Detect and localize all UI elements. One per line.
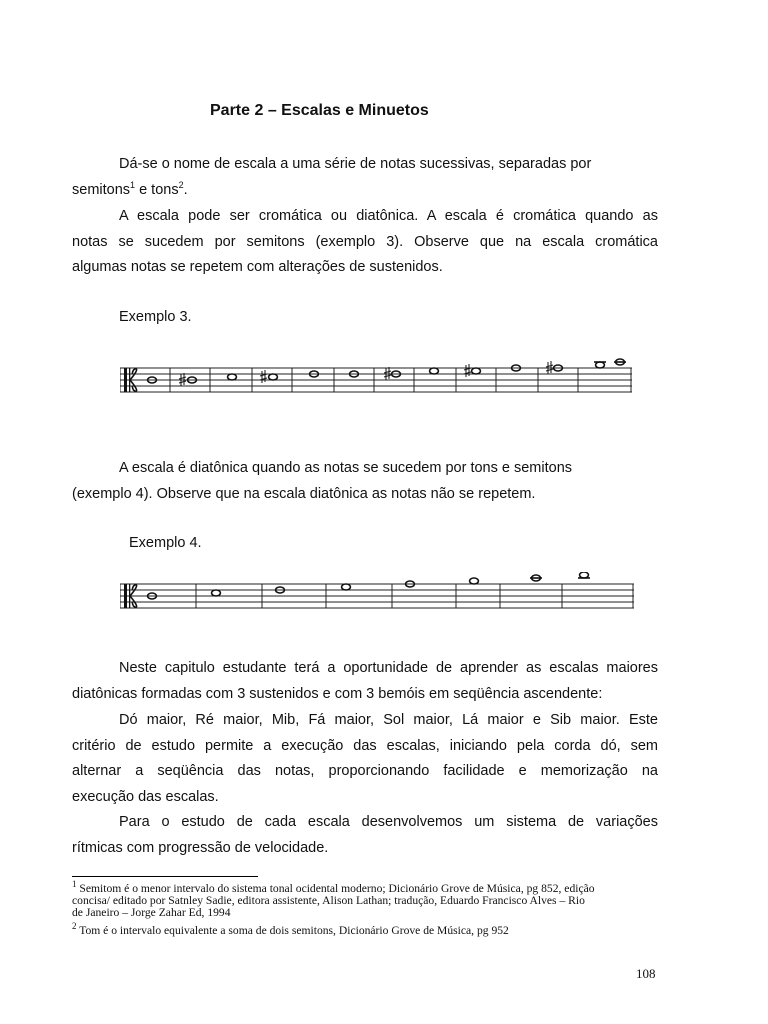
footnote-ref-1: 1 xyxy=(130,179,136,190)
text-line: Neste capitulo estudante terá a oportunidade de aprender as escalas maiores xyxy=(119,660,658,676)
whole-note xyxy=(212,590,221,596)
footnote-line: de Janeiro – Jorge Zahar Ed, 1994 xyxy=(72,906,231,920)
text-line: A escala pode ser cromática ou diatônica. A escala é cromática quando as xyxy=(119,208,658,224)
whole-note xyxy=(470,578,479,584)
footnote-mark: 2 xyxy=(72,921,77,932)
staff-example-4 xyxy=(120,572,640,620)
whole-note xyxy=(472,368,481,374)
footnote-text: Semitom é o menor intervalo do sistema tonal ocidental moderno; Dicionário Grove de Música, pg 852, edição xyxy=(76,882,595,895)
sharp-icon xyxy=(260,370,267,383)
whole-note xyxy=(342,584,351,590)
text-line: critério de estudo permite a execução das escalas, iniciando pela corda dó, sem xyxy=(72,737,658,754)
text-fragment: semitons xyxy=(72,181,131,198)
page-number: 108 xyxy=(636,966,656,981)
paragraph-chromatic-scale xyxy=(72,204,658,281)
footnote-separator xyxy=(72,876,258,877)
whole-note xyxy=(228,374,237,380)
text-line xyxy=(72,178,658,204)
text-line: Dá-se o nome de escala a uma série de notas sucessivas, separadas por xyxy=(119,156,592,172)
whole-note xyxy=(430,368,439,374)
whole-note xyxy=(269,374,278,380)
whole-note xyxy=(580,572,589,578)
text-line: notas se sucedem por semitons (exemplo 3). Observe que na escala cromática xyxy=(72,233,658,250)
footnote-text: Tom é o intervalo equivalente a soma de dois semitons, Dicionário Grove de Música, pg 952 xyxy=(76,924,509,937)
paragraph-chapter-overview xyxy=(72,656,658,707)
text-fragment: . xyxy=(183,181,188,198)
footnote-2 xyxy=(72,921,662,937)
text-line: (exemplo 4). Observe que na escala diatônica as notas não se repetem. xyxy=(72,485,536,502)
paragraph-scale-list xyxy=(72,708,658,810)
text-line: A escala é diatônica quando as notas se sucedem por tons e semitons xyxy=(119,460,573,476)
footnote-ref-2: 2 xyxy=(178,179,184,190)
notes xyxy=(148,572,590,599)
footnote-mark: 1 xyxy=(72,879,77,890)
footnote-line: concisa/ editado por Satnley Sadie, editora assistente, Alison Lathan; tradução, Eduardo Francisco Alves – Rio xyxy=(72,894,585,908)
staff-example-3 xyxy=(120,356,640,406)
text-line: diatônicas formadas com 3 sustenidos e com 3 bemóis em seqüência ascendente: xyxy=(72,685,603,702)
footnote-line xyxy=(72,921,662,937)
sharp-icon xyxy=(464,364,471,377)
text-line: alternar a seqüência das notas, proporcionando facilidade e memorização na xyxy=(72,763,658,779)
text-line: execução das escalas. xyxy=(72,788,219,805)
text-line: Dó maior, Ré maior, Mib, Fá maior, Sol maior, Lá maior e Sib maior. Este xyxy=(119,712,658,728)
text-line: algumas notas se repetem com alterações de sustenidos. xyxy=(72,259,443,275)
paragraph-diatonic-scale xyxy=(72,456,658,507)
notes xyxy=(148,359,626,383)
paragraph-rhythmic-variations xyxy=(72,810,658,861)
whole-note xyxy=(596,362,605,368)
example-4-label: Exemplo 4. xyxy=(129,535,202,551)
section-title: Parte 2 – Escalas e Minuetos xyxy=(210,102,429,119)
footnote-1 xyxy=(72,879,662,920)
staff-lines xyxy=(120,584,634,608)
example-3-label: Exemplo 3. xyxy=(119,309,192,325)
text-line: Para o estudo de cada escala desenvolvemos um sistema de variações xyxy=(119,814,658,830)
paragraph-scale-definition xyxy=(72,152,658,203)
text-fragment: e tons xyxy=(135,181,179,198)
text-line: rítmicas com progressão de velocidade. xyxy=(72,839,329,856)
